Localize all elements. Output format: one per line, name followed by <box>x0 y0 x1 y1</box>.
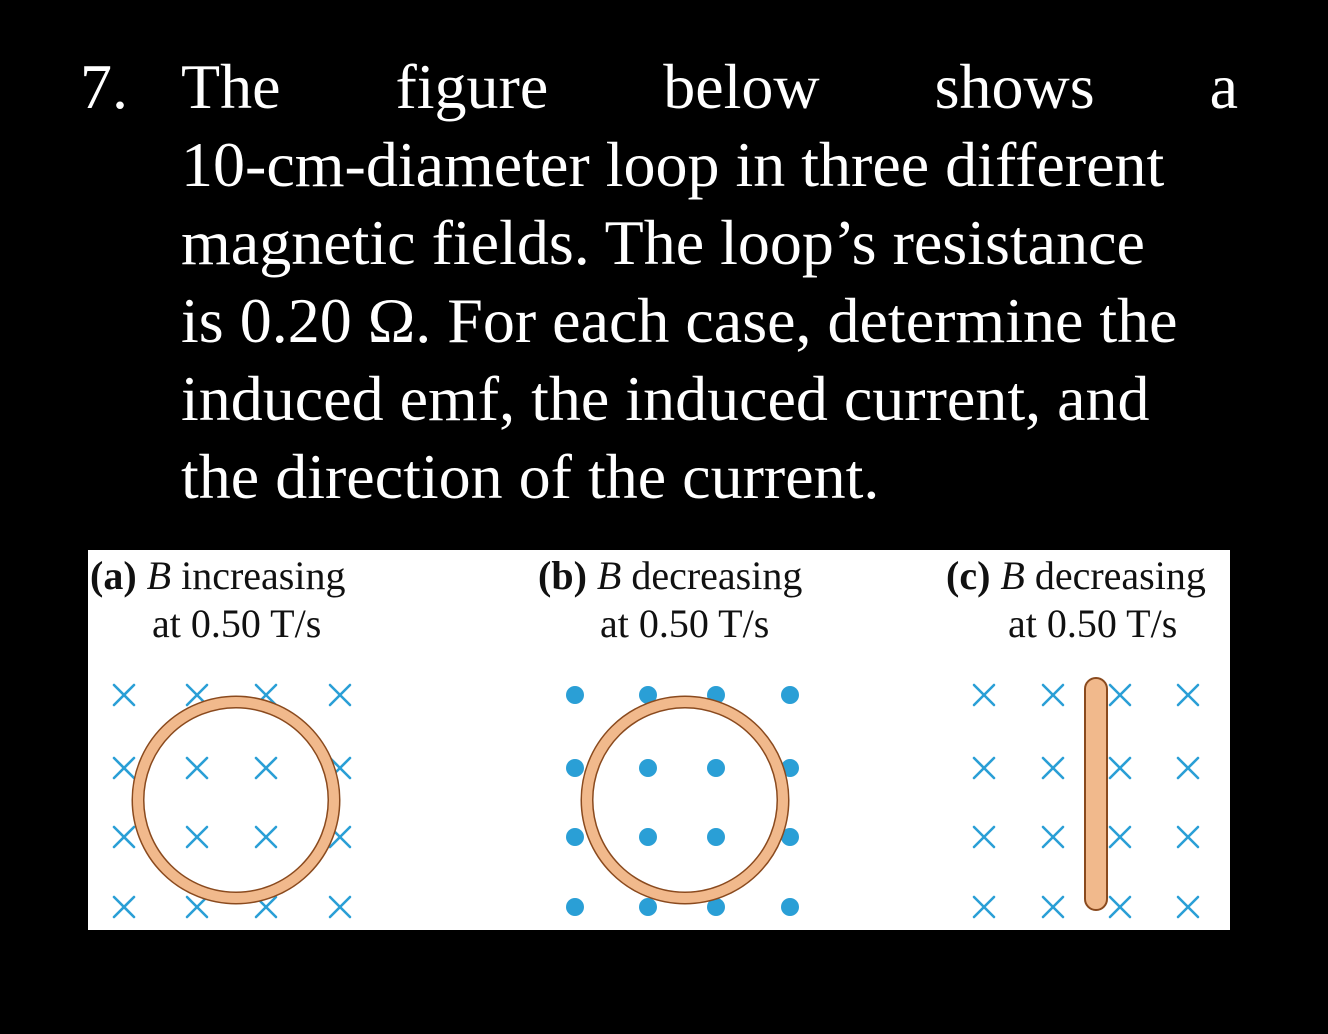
figure-panel <box>88 550 1230 930</box>
caption-tag: (c) <box>946 553 991 598</box>
diagram-a <box>114 685 350 917</box>
field-into-page-x-icon <box>1110 685 1130 705</box>
field-into-page-x-icon <box>330 685 350 705</box>
field-into-page-x-icon <box>1178 685 1198 705</box>
field-out-of-page-dot-icon <box>566 759 584 777</box>
field-into-page-x-icon <box>256 758 276 778</box>
field-into-page-x-icon <box>187 897 207 917</box>
diagram-c <box>974 678 1198 917</box>
field-into-page-x-icon <box>114 827 134 847</box>
problem-line-1 <box>181 48 1238 126</box>
field-out-of-page-dot-icon <box>566 686 584 704</box>
field-into-page-x-icon <box>1178 758 1198 778</box>
field-into-page-x-icon <box>1110 897 1130 917</box>
field-into-page-x-icon <box>1043 897 1063 917</box>
caption-change: increasing <box>181 553 346 598</box>
caption-symbol: B <box>1000 553 1025 598</box>
problem-word: a <box>1209 51 1238 122</box>
problem-word: The <box>181 51 281 122</box>
field-out-of-page-dot-icon <box>707 759 725 777</box>
field-into-page-x-icon <box>114 685 134 705</box>
caption-symbol: B <box>596 553 622 598</box>
field-into-page-x-icon <box>1043 758 1063 778</box>
field-into-page-x-icon <box>187 827 207 847</box>
field-into-page-x-icon <box>974 897 994 917</box>
caption-rate: at 0.50 T/s <box>600 601 770 646</box>
caption-tag: (a) <box>90 553 137 598</box>
field-diagrams <box>88 550 1230 930</box>
field-out-of-page-dot-icon <box>566 898 584 916</box>
caption-symbol: B <box>146 553 172 598</box>
field-out-of-page-dot-icon <box>639 759 657 777</box>
field-out-of-page-dot-icon <box>781 686 799 704</box>
problem-number: 7. <box>80 51 128 122</box>
caption-change: decreasing <box>1034 553 1206 598</box>
caption-change: decreasing <box>631 553 803 598</box>
field-out-of-page-dot-icon <box>566 828 584 846</box>
field-out-of-page-dot-icon <box>781 898 799 916</box>
field-into-page-x-icon <box>974 827 994 847</box>
field-into-page-x-icon <box>330 897 350 917</box>
field-into-page-x-icon <box>114 758 134 778</box>
field-into-page-x-icon <box>1178 897 1198 917</box>
field-into-page-x-icon <box>974 758 994 778</box>
problem-word: figure <box>395 51 549 122</box>
field-into-page-x-icon <box>1043 827 1063 847</box>
field-into-page-x-icon <box>187 758 207 778</box>
problem-line-2: 10-cm-diameter loop in three different <box>181 129 1165 200</box>
field-into-page-x-icon <box>1043 685 1063 705</box>
wire-loop-edge-on <box>1085 678 1107 910</box>
problem-line-3: magnetic fields. The loop’s resistance <box>181 207 1145 278</box>
problem-word: shows <box>934 51 1095 122</box>
problem-line-4: is 0.20 Ω. For each case, determine the <box>181 285 1178 356</box>
problem-statement <box>181 48 1238 516</box>
problem-line-5: induced emf, the induced current, and <box>181 363 1150 434</box>
field-out-of-page-dot-icon <box>707 828 725 846</box>
field-into-page-x-icon <box>256 827 276 847</box>
caption-tag: (b) <box>538 553 587 598</box>
wire-loop <box>138 702 334 898</box>
field-into-page-x-icon <box>1178 827 1198 847</box>
field-out-of-page-dot-icon <box>639 828 657 846</box>
field-into-page-x-icon <box>1110 758 1130 778</box>
wire-loop <box>587 702 783 898</box>
field-into-page-x-icon <box>974 685 994 705</box>
caption-rate: at 0.50 T/s <box>152 601 322 646</box>
diagram-b <box>566 686 799 916</box>
field-out-of-page-dot-icon <box>639 898 657 916</box>
caption-rate: at 0.50 T/s <box>1008 601 1178 646</box>
problem-word: below <box>663 51 820 122</box>
field-into-page-x-icon <box>1110 827 1130 847</box>
field-into-page-x-icon <box>114 897 134 917</box>
problem-line-6: the direction of the current. <box>181 441 880 512</box>
